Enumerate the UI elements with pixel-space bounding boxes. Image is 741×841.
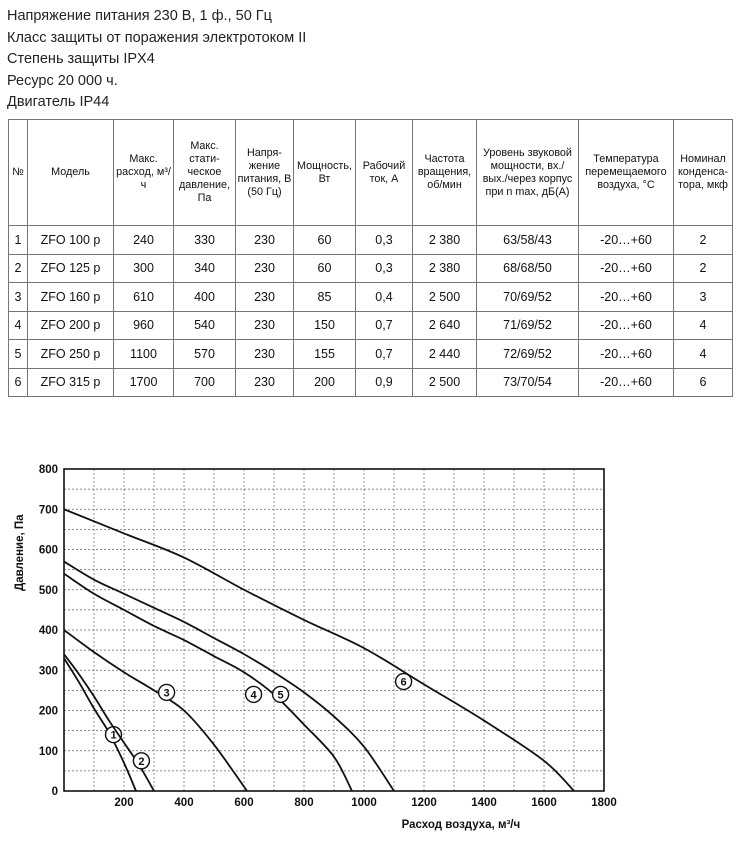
y-axis-label: Давление, Па xyxy=(14,514,26,591)
y-tick-label: 700 xyxy=(38,504,58,517)
cell-rpm: 2 440 xyxy=(413,340,477,369)
cell-current: 0,9 xyxy=(356,368,413,397)
cell-current: 0,3 xyxy=(356,226,413,255)
series-line xyxy=(64,654,154,791)
cell-max-pressure: 340 xyxy=(174,254,236,283)
cell-capacitor: 6 xyxy=(674,368,733,397)
cell-noise: 63/58/43 xyxy=(477,226,579,255)
col-header-model: Модель xyxy=(28,120,114,226)
cell-power: 200 xyxy=(294,368,356,397)
x-tick-label: 600 xyxy=(234,797,254,809)
cell-power: 155 xyxy=(294,340,356,369)
table-row xyxy=(9,226,733,255)
table-body xyxy=(9,226,733,397)
cell-voltage: 230 xyxy=(236,283,294,312)
y-tick-label: 100 xyxy=(38,745,58,758)
cell-max-flow: 240 xyxy=(114,226,174,255)
cell-temperature: -20…+60 xyxy=(579,311,674,340)
cell-model: ZFO 125 p xyxy=(28,254,114,283)
table-row xyxy=(9,340,733,369)
cell-number: 3 xyxy=(9,283,28,312)
col-header-capacitor: Номинал конденса-тора, мкф xyxy=(674,120,733,226)
table-row xyxy=(9,368,733,397)
cell-max-pressure: 570 xyxy=(174,340,236,369)
cell-noise: 71/69/52 xyxy=(477,311,579,340)
cell-voltage: 230 xyxy=(236,368,294,397)
col-header-noise: Уровень звуковой мощности, вх./ вых./через корпус при n max, дБ(А) xyxy=(477,120,579,226)
series-3 xyxy=(64,630,247,791)
x-tick-label: 1000 xyxy=(351,797,377,809)
cell-capacitor: 4 xyxy=(674,311,733,340)
table-header-row xyxy=(9,120,733,226)
spec-line-lifetime: Ресурс 20 000 ч. xyxy=(7,72,118,89)
cell-max-flow: 300 xyxy=(114,254,174,283)
series-label: 2 xyxy=(138,755,145,768)
chart-grid xyxy=(64,469,604,791)
cell-voltage: 230 xyxy=(236,254,294,283)
y-tick-label: 300 xyxy=(38,665,58,678)
specs-list xyxy=(7,6,306,114)
series-4 xyxy=(64,574,352,791)
cell-capacitor: 3 xyxy=(674,283,733,312)
cell-noise: 68/68/50 xyxy=(477,254,579,283)
cell-noise: 73/70/54 xyxy=(477,368,579,397)
spec-line-motor: Двигатель IP44 xyxy=(7,94,110,111)
x-tick-label: 1200 xyxy=(411,797,437,809)
cell-temperature: -20…+60 xyxy=(579,254,674,283)
cell-noise: 70/69/52 xyxy=(477,283,579,312)
y-tick-label: 500 xyxy=(38,584,58,597)
spec-line-protection-class: Класс защиты от поражения электротоком II xyxy=(7,29,307,46)
x-tick-label: 1400 xyxy=(471,797,497,809)
table-row xyxy=(9,254,733,283)
col-header-temperature: Температура перемещаемого воздуха, °С xyxy=(579,120,674,226)
cell-current: 0,3 xyxy=(356,254,413,283)
cell-temperature: -20…+60 xyxy=(579,368,674,397)
cell-capacitor: 2 xyxy=(674,254,733,283)
cell-temperature: -20…+60 xyxy=(579,283,674,312)
cell-number: 5 xyxy=(9,340,28,369)
y-tick-label: 600 xyxy=(38,544,58,557)
fans-table xyxy=(8,119,733,397)
series-label: 4 xyxy=(250,689,257,702)
cell-capacitor: 4 xyxy=(674,340,733,369)
table-row xyxy=(9,283,733,312)
cell-max-pressure: 400 xyxy=(174,283,236,312)
cell-current: 0,4 xyxy=(356,283,413,312)
cell-power: 85 xyxy=(294,283,356,312)
cell-voltage: 230 xyxy=(236,311,294,340)
cell-power: 60 xyxy=(294,254,356,283)
x-tick-label: 800 xyxy=(294,797,314,809)
x-tick-label: 200 xyxy=(114,797,134,809)
cell-max-flow: 1700 xyxy=(114,368,174,397)
cell-rpm: 2 380 xyxy=(413,226,477,255)
cell-model: ZFO 250 p xyxy=(28,340,114,369)
cell-temperature: -20…+60 xyxy=(579,226,674,255)
x-axis-label: Расход воздуха, м³/ч xyxy=(401,819,521,831)
col-header-voltage: Напря-жение питания, В (50 Гц) xyxy=(236,120,294,226)
cell-current: 0,7 xyxy=(356,311,413,340)
cell-max-pressure: 540 xyxy=(174,311,236,340)
col-header-number: № xyxy=(9,120,28,226)
y-tick-label: 800 xyxy=(38,464,58,476)
cell-number: 6 xyxy=(9,368,28,397)
spec-line-voltage: Напряжение питания 230 В, 1 ф., 50 Гц xyxy=(7,8,272,24)
cell-model: ZFO 160 p xyxy=(28,283,114,312)
x-tick-labels xyxy=(114,797,616,809)
col-header-max-flow: Макс. расход, м³/ч xyxy=(114,120,174,226)
cell-max-pressure: 330 xyxy=(174,226,236,255)
series-label: 1 xyxy=(110,729,117,742)
cell-power: 60 xyxy=(294,226,356,255)
cell-max-flow: 960 xyxy=(114,311,174,340)
cell-model: ZFO 200 p xyxy=(28,311,114,340)
pressure-flow-chart xyxy=(0,455,741,841)
cell-model: ZFO 315 p xyxy=(28,368,114,397)
cell-number: 4 xyxy=(9,311,28,340)
cell-rpm: 2 500 xyxy=(413,368,477,397)
series-line xyxy=(64,630,247,791)
cell-power: 150 xyxy=(294,311,356,340)
col-header-current: Рабочий ток, А xyxy=(356,120,413,226)
y-tick-label: 400 xyxy=(38,625,58,637)
col-header-rpm: Частота вращения, об/мин xyxy=(413,120,477,226)
series-label: 5 xyxy=(277,689,284,702)
y-tick-labels xyxy=(39,464,58,798)
y-tick-label: 0 xyxy=(51,786,58,798)
series-label: 6 xyxy=(400,676,407,689)
cell-voltage: 230 xyxy=(236,340,294,369)
cell-rpm: 2 500 xyxy=(413,283,477,312)
cell-rpm: 2 380 xyxy=(413,254,477,283)
x-tick-label: 1600 xyxy=(531,797,557,809)
cell-temperature: -20…+60 xyxy=(579,340,674,369)
spec-line-ip-rating: Степень защиты IPX4 xyxy=(7,51,155,68)
cell-rpm: 2 640 xyxy=(413,311,477,340)
series-2 xyxy=(64,654,154,791)
cell-max-flow: 1100 xyxy=(114,340,174,369)
x-tick-label: 1800 xyxy=(591,797,617,809)
col-header-power: Мощность, Вт xyxy=(294,120,356,226)
series-5 xyxy=(64,562,394,791)
series-line xyxy=(64,562,394,791)
cell-noise: 72/69/52 xyxy=(477,340,579,369)
cell-max-flow: 610 xyxy=(114,283,174,312)
y-tick-label: 200 xyxy=(38,705,58,718)
cell-max-pressure: 700 xyxy=(174,368,236,397)
col-header-max-pressure: Макс. стати-ческое давление, Па xyxy=(174,120,236,226)
x-tick-label: 400 xyxy=(174,797,194,809)
series-line xyxy=(64,574,352,791)
cell-voltage: 230 xyxy=(236,226,294,255)
cell-capacitor: 2 xyxy=(674,226,733,255)
series-label: 3 xyxy=(163,687,170,700)
cell-number: 2 xyxy=(9,254,28,283)
cell-number: 1 xyxy=(9,226,28,255)
cell-model: ZFO 100 p xyxy=(28,226,114,255)
table-row xyxy=(9,311,733,340)
cell-current: 0,7 xyxy=(356,340,413,369)
